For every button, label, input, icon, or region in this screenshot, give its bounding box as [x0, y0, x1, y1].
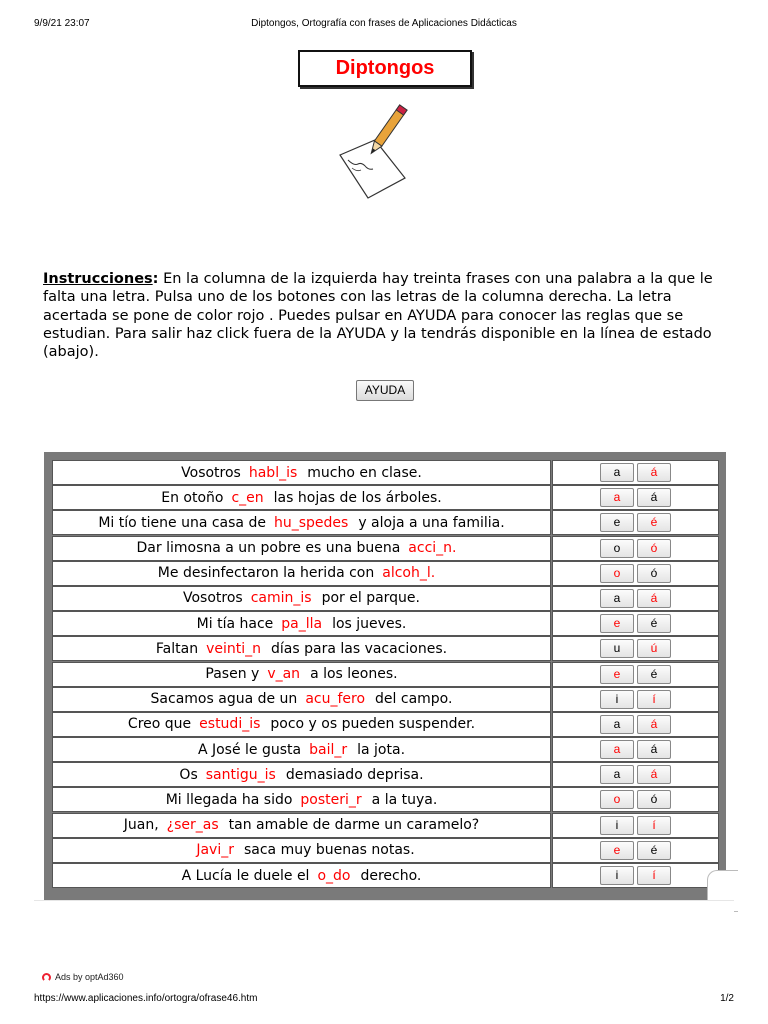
sentence-cell	[52, 611, 551, 636]
letter-buttons-cell	[552, 838, 719, 863]
sentence-end: del campo.	[375, 691, 453, 708]
exercise-rows	[52, 460, 719, 888]
letter-button-plain[interactable]: a	[600, 488, 634, 507]
letter-button-accented[interactable]: í	[637, 816, 671, 835]
sentence-cell	[52, 712, 551, 737]
ad-label-text: Ads by optAd360	[55, 972, 124, 982]
letter-buttons-cell	[552, 536, 719, 561]
letter-button-accented[interactable]: é	[637, 665, 671, 684]
table-row	[52, 687, 719, 712]
table-row	[52, 662, 719, 687]
sentence-cell	[52, 863, 551, 888]
instructions-text: En la columna de la izquierda hay treinta frases con una palabra a la que le falta una letra. Pulsa uno de los botones con las letras de la columna derecha. La letra acertada se pone de color rojo . Puedes pulsar en AYUDA para conocer las reglas que se estudian. Para salir haz click fuera de la AYUDA y la tendrás disponible en la línea de estado (abajo).	[43, 271, 713, 361]
letter-button-accented[interactable]: ó	[637, 539, 671, 558]
letter-button-accented[interactable]: í	[637, 866, 671, 885]
sentence-start: Os	[179, 766, 198, 783]
table-row	[52, 611, 719, 636]
letter-button-plain[interactable]: e	[600, 513, 634, 532]
missing-letter-word: bail_r	[309, 741, 348, 758]
table-row	[52, 510, 719, 535]
letter-buttons-cell	[552, 485, 719, 510]
letter-button-accented[interactable]: í	[637, 690, 671, 709]
letter-button-accented[interactable]: á	[637, 715, 671, 734]
missing-letter-word: Javi_r	[196, 842, 234, 859]
missing-letter-word: acci_n.	[408, 540, 457, 557]
sentence-end: la jota.	[357, 741, 406, 758]
sentence-cell	[52, 536, 551, 561]
missing-letter-word: o_do	[317, 867, 351, 884]
sentence-cell	[52, 662, 551, 687]
page-title: Diptongos	[298, 50, 472, 87]
sentence-end: los jueves.	[332, 615, 407, 632]
exercise-table	[44, 452, 726, 902]
letter-button-plain[interactable]: a	[600, 463, 634, 482]
letter-button-accented[interactable]: á	[637, 488, 671, 507]
letter-button-accented[interactable]: é	[637, 614, 671, 633]
table-row	[52, 762, 719, 787]
sentence-end: demasiado deprisa.	[285, 766, 424, 783]
letter-button-plain[interactable]: a	[600, 715, 634, 734]
letter-buttons-cell	[552, 687, 719, 712]
page-number: 1/2	[720, 993, 734, 1004]
table-row	[52, 712, 719, 737]
letter-button-accented[interactable]: é	[637, 841, 671, 860]
table-row	[52, 536, 719, 561]
letter-button-accented[interactable]: á	[637, 463, 671, 482]
letter-button-accented[interactable]: é	[637, 513, 671, 532]
missing-letter-word: posteri_r	[300, 791, 362, 808]
missing-letter-word: pa_lla	[281, 615, 323, 632]
letter-button-plain[interactable]: o	[600, 790, 634, 809]
sentence-start: Mi llegada ha sido	[165, 791, 293, 808]
letter-buttons-cell	[552, 813, 719, 838]
table-row	[52, 863, 719, 888]
missing-letter-word: hu_spedes	[273, 514, 349, 531]
letter-button-plain[interactable]: a	[600, 740, 634, 759]
letter-buttons-cell	[552, 737, 719, 762]
letter-button-accented[interactable]: ó	[637, 564, 671, 583]
table-row	[52, 838, 719, 863]
ad-label[interactable]	[42, 972, 124, 982]
sentence-end: a los leones.	[310, 666, 398, 682]
missing-letter-word: alcoh_l.	[382, 565, 436, 582]
letter-button-accented[interactable]: ú	[637, 639, 671, 658]
letter-buttons-cell	[552, 510, 719, 535]
sentence-start: A José le gusta	[197, 741, 302, 758]
print-header	[34, 18, 734, 32]
sentence-cell	[52, 687, 551, 712]
letter-buttons-cell	[552, 611, 719, 636]
letter-button-plain[interactable]: u	[600, 639, 634, 658]
sentence-end: poco y os pueden suspender.	[270, 716, 476, 733]
letter-buttons-cell	[552, 787, 719, 812]
letter-button-plain[interactable]: i	[600, 690, 634, 709]
letter-button-plain[interactable]: i	[600, 816, 634, 835]
letter-button-accented[interactable]: á	[637, 589, 671, 608]
missing-letter-word: acu_fero	[305, 691, 366, 708]
sentence-cell	[52, 737, 551, 762]
sentence-cell	[52, 762, 551, 787]
instructions-colon: :	[152, 271, 159, 287]
missing-letter-word: ¿ser_as	[166, 817, 219, 834]
letter-button-plain[interactable]: e	[600, 841, 634, 860]
print-title: Diptongos, Ortografía con frases de Aplicaciones Didácticas	[251, 18, 517, 29]
letter-button-plain[interactable]: o	[600, 539, 634, 558]
sentence-start: Me desinfectaron la herida con	[157, 565, 375, 582]
sentence-end: derecho.	[360, 867, 422, 884]
sentence-start: Pasen y	[205, 666, 260, 682]
missing-letter-word: camin_is	[250, 590, 312, 607]
sentence-end: y aloja a una familia.	[358, 514, 505, 531]
ad-icon	[42, 973, 51, 982]
letter-button-accented[interactable]: á	[637, 765, 671, 784]
missing-letter-word: santigu_is	[205, 766, 276, 783]
letter-buttons-cell	[552, 460, 719, 485]
table-row	[52, 737, 719, 762]
table-row	[52, 586, 719, 611]
letter-buttons-cell	[552, 712, 719, 737]
page-url: https://www.aplicaciones.info/ortogra/ofrase46.htm	[34, 993, 258, 1004]
print-datetime: 9/9/21 23:07	[34, 18, 90, 29]
sentence-cell	[52, 586, 551, 611]
sentence-cell	[52, 561, 551, 586]
table-row	[52, 787, 719, 812]
missing-letter-word: estudi_is	[199, 716, 261, 733]
missing-letter-word: c_en	[231, 489, 264, 506]
instructions-heading: Instrucciones	[43, 271, 153, 287]
sentence-end: por el parque.	[321, 590, 420, 607]
sentence-end: tan amable de darme un caramelo?	[228, 817, 480, 834]
sentence-cell	[52, 460, 551, 485]
sentence-start: En otoño	[161, 489, 224, 506]
sentence-end: las hojas de los árboles.	[273, 489, 442, 506]
sentence-start: Juan,	[123, 817, 159, 834]
table-row	[52, 636, 719, 661]
table-row	[52, 561, 719, 586]
table-row	[52, 485, 719, 510]
letter-button-plain[interactable]: e	[600, 665, 634, 684]
sentence-end: días para las vacaciones.	[271, 640, 448, 657]
sentence-cell	[52, 787, 551, 812]
sentence-cell	[52, 636, 551, 661]
letter-buttons-cell	[552, 636, 719, 661]
ad-band[interactable]	[34, 900, 734, 989]
sentence-end: mucho en clase.	[307, 464, 422, 481]
sentence-cell	[52, 510, 551, 535]
sentence-cell	[52, 485, 551, 510]
letter-button-accented[interactable]: ó	[637, 790, 671, 809]
letter-buttons-cell	[552, 863, 719, 888]
sentence-start: Mi tía hace	[196, 615, 274, 632]
sentence-start: Creo que	[127, 716, 192, 733]
help-button[interactable]: AYUDA	[356, 380, 414, 401]
missing-letter-word: habl_is	[248, 464, 298, 481]
missing-letter-word: v_an	[267, 666, 301, 682]
sentence-start: Sacamos agua de un	[150, 691, 298, 708]
sentence-end: saca muy buenas notas.	[243, 842, 415, 859]
sentence-start: Dar limosna a un pobre es una buena	[136, 540, 401, 557]
sentence-start: Vosotros	[181, 464, 241, 481]
letter-button-plain[interactable]: a	[600, 589, 634, 608]
letter-button-accented[interactable]: á	[637, 740, 671, 759]
sentence-start: Vosotros	[182, 590, 243, 607]
letter-buttons-cell	[552, 561, 719, 586]
table-row	[52, 813, 719, 838]
letter-button-plain[interactable]: i	[600, 866, 634, 885]
sentence-start: Faltan	[155, 640, 199, 657]
letter-buttons-cell	[552, 762, 719, 787]
letter-buttons-cell	[552, 586, 719, 611]
letter-button-plain[interactable]: e	[600, 614, 634, 633]
letter-buttons-cell	[552, 662, 719, 687]
table-row	[52, 460, 719, 485]
sentence-start: Mi tío tiene una casa de	[98, 514, 266, 531]
letter-button-plain[interactable]: o	[600, 564, 634, 583]
instructions	[43, 270, 733, 361]
pencil-paper-icon	[330, 100, 430, 200]
sentence-end: a la tuya.	[371, 791, 438, 808]
sentence-cell	[52, 813, 551, 838]
sentence-cell	[52, 838, 551, 863]
letter-button-plain[interactable]: a	[600, 765, 634, 784]
sentence-start: A Lucía le duele el	[181, 867, 310, 884]
missing-letter-word: veinti_n	[206, 640, 261, 657]
